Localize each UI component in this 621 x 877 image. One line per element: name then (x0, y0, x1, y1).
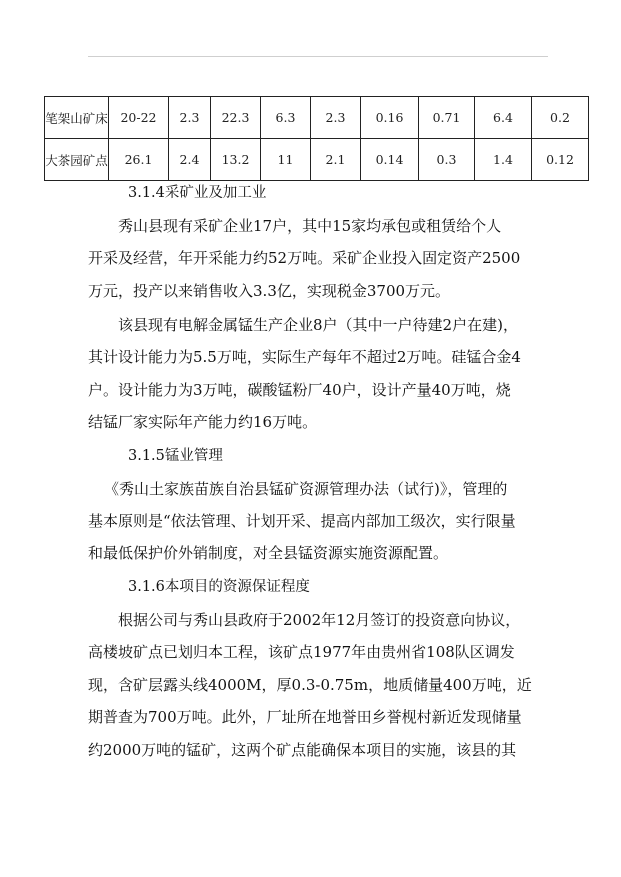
table-cell: 0.12 (532, 139, 589, 181)
table-cell: 0.16 (361, 97, 419, 139)
paragraph-line: 现，含矿层露头线4000M，厚0.3-0.75m，地质储量400万吨，近 (88, 676, 532, 694)
paragraph-line: 万元，投产以来销售收入3.3亿，实现税金3700万元。 (88, 282, 451, 300)
paragraph-line: 高楼坡矿点已划归本工程，该矿点1977年由贵州省108队区调发 (88, 643, 515, 661)
paragraph-line: 约2000万吨的锰矿，这两个矿点能确保本项目的实施，该县的其 (88, 741, 517, 759)
paragraph-line: 秀山县现有采矿企业17户，其中15家均承包或租赁给个人 (118, 217, 502, 235)
table-cell: 13.2 (211, 139, 261, 181)
paragraph-line: 其计设计能力为5.5万吨，实际生产每年不超过2万吨。硅锰合金4 (88, 348, 521, 366)
table-cell: 笔架山矿床 (45, 97, 109, 139)
ore-data-table (44, 96, 589, 181)
table-cell: 11 (261, 139, 311, 181)
table-cell: 26.1 (109, 139, 169, 181)
paragraph-line: 开采及经营，年开采能力约52万吨。采矿企业投入固定资产2500 (88, 249, 521, 267)
table-cell: 6.3 (261, 97, 311, 139)
paragraph-line: 基本原则是“依法管理、计划开采、提高内部加工级次，实行限量 (88, 512, 516, 530)
table-cell: 22.3 (211, 97, 261, 139)
section-heading: 3.1.4采矿业及加工业 (128, 185, 267, 201)
section-heading: 3.1.5锰业管理 (128, 448, 223, 464)
table-cell: 2.3 (169, 97, 211, 139)
paragraph-line: 户。设计能力为3万吨，碳酸锰粉厂40户，设计产量40万吨，烧 (88, 381, 511, 399)
table-cell: 1.4 (475, 139, 532, 181)
table-cell: 20-22 (109, 97, 169, 139)
table-cell: 2.4 (169, 139, 211, 181)
page-header-rule (88, 56, 548, 57)
table-cell: 0.3 (419, 139, 475, 181)
paragraph-line: 和最低保护价外销制度，对全县锰资源实施资源配置。 (88, 544, 449, 562)
table-row (45, 97, 589, 139)
paragraph-line: 期普查为700万吨。此外，厂址所在地誉田乡誉枧村新近发现储量 (88, 708, 522, 726)
table-cell: 6.4 (475, 97, 532, 139)
table-cell: 大茶园矿点 (45, 139, 109, 181)
paragraph-line: 《秀山土家族苗族自治县锰矿资源管理办法（试行)》，管理的 (104, 480, 508, 498)
table-cell: 2.3 (311, 97, 361, 139)
paragraph-line: 结锰厂家实际年产能力约16万吨。 (88, 413, 318, 431)
table-cell: 0.14 (361, 139, 419, 181)
table-cell: 0.71 (419, 97, 475, 139)
table-cell: 0.2 (532, 97, 589, 139)
paragraph-line: 根据公司与秀山县政府于2002年12月签订的投资意向协议， (118, 611, 521, 629)
section-heading: 3.1.6本项目的资源保证程度 (128, 579, 310, 595)
paragraph-line: 该县现有电解金属锰生产企业8户（其中一户待建2户在建)， (118, 316, 518, 334)
table-cell: 2.1 (311, 139, 361, 181)
table-row (45, 139, 589, 181)
